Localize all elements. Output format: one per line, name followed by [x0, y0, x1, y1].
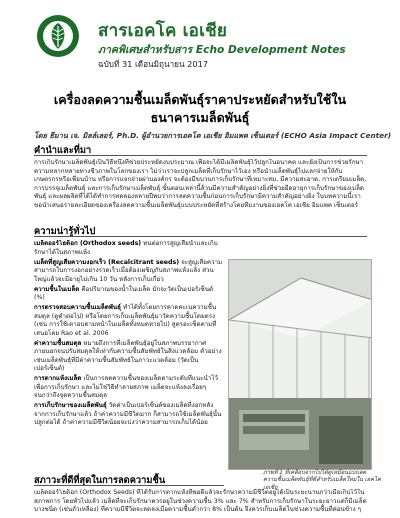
definition-text: วัดค่าเป็นเปอร์เซ็นต์ของเมล็ดที่งอกหลังจากการเก็บรักษาแล้ว ถ้าค่าความมีชีวิตมาก ก็สามารถใช้เมล็ดพันธุ์นั้นปลูกต่อได้ ถ้าค่าความมีชีวิตน้อยจะบ่งว่าความสามารถเก็บได้น้อย	[34, 402, 222, 426]
definition-term: ความชื้นในเมล็ด	[34, 285, 80, 293]
definition-term: การเก็บรักษาของเมล็ดพันธุ์	[34, 402, 107, 409]
storage-heading: สภาวะที่ดีที่สุดในการลดความชื้น	[34, 475, 166, 486]
storage-divider	[34, 485, 224, 486]
definition-item	[34, 375, 224, 401]
definition-item	[34, 340, 224, 374]
newsletter-header	[0, 0, 400, 78]
definition-term: เมล็ดออร์โธด็อก (Orthodox seeds)	[34, 240, 142, 247]
intro-paragraph: การเก็บรักษาเมล็ดพันธุ์เป็นวิธีหนึ่งที่ช่วยประหยัดงบประมาณ เพื่อจะได้มีเมล็ดพันธุ์ไว้ปลูกในอนาคต และยังเป็นการช่วยรักษาความหลากหลายทางชีวภาพในโลกของเรา ไม่ว่าเราจะปลูกเมล็ดที่เก็บรักษาไว้เอง หรือนำเมล็ดพันธุ์ไปแลกจ่ายให้กับเกษตรกรหรือเพื่อนบ้าน หรือการแจกจ่ายผ่านองค์กร จะต้องมีขบวนการเก็บรักษาที่เหมาะสม, มีความสะอาด, การเตรียมเมล็ด, การบรรจุเมล็ดพันธุ์ และการเก็บรักษาเมล็ดพันธุ์ ขั้นตอนเหล่านี้ล้วนมีความสำคัญอย่างยิ่งที่ช่วยยืดอายุการเก็บรักษาของเมล็ดพันธุ์ และผลผลิตที่ได้ได้ทำการทดลองหลายปีพบว่าการลดความชื้นก่อนการเก็บรักษามีความสำคัญอย่างยิ่ง ในบทความนี้เราขอนำเสนอรายละเอียดของเครื่องลดความชื้นเมล็ดพันธุ์แบบประหยัดที่สร้างโดยทีมงานของเอคโค เอเชีย อิมแพค เซ็นเตอร์	[34, 159, 367, 209]
definition-item	[34, 402, 224, 428]
definition-text: ทนต่อการสูญเสียน้ำและเก็บรักษาได้ในสภาพแห้ง	[34, 240, 218, 256]
definitions-heading: ความน่ารู้ทั่วไป	[34, 226, 96, 237]
intro-divider	[34, 155, 367, 156]
definition-term: เมล็ดที่สูญเสียความงอกเร็ว (Recalcitrant seeds)	[34, 258, 180, 266]
definition-text: หมายถึงการที่เมล็ดพันธุ์อยู่ในสภาพบรรยากาศภายนอกจนปรับสมดุลให้เท่ากับความชื้นสัมพัทธ์ในสิ่งแวดล้อม ตัวอย่างเช่นเมล็ดพันธุ์ที่มีค่าความชื้นสัมพัทธ์ในภาวะแวดล้อม (วัดเป็นเปอร์เซ็นต์)	[34, 339, 222, 372]
definitions-list	[34, 240, 224, 444]
article-title-line-1: เครื่องลดความชื้นเมล็ดพันธุ์ราคาประหยัดสำหรับใช้ใน	[53, 92, 347, 107]
article-title	[30, 91, 370, 127]
definition-item	[34, 286, 224, 303]
article-title-line-2: ธนาคารเมล็ดพันธุ์	[150, 110, 250, 125]
intro-heading: คำนำและที่มา	[34, 145, 92, 156]
definition-text: เป็นการลดความชื้นของเมล็ดตามระดับที่แนะนำไว้ เพื่อการเก็บรักษา และไม่ใช่วิธีทำลายสภาพ เมล็ดจะแห้งลงเรื่อยๆจนกว่าถึงจุดความชื้นสมดุล	[34, 375, 218, 399]
newsletter-brand: สารเอคโค เอเชีย	[98, 21, 227, 41]
issue-date: ฉบับที่ 31 เดือนมิถุนายน 2017	[98, 59, 209, 69]
echo-logo-icon	[36, 14, 80, 58]
greenhouse-illustration	[229, 260, 372, 470]
definition-term: ค่าความชื้นสมดุล	[34, 339, 82, 347]
definition-text: จะสูญเสียความสามารถในการงอกอย่างรวดเร็วเมื่อต้องเผชิญกับสภาพแห้งแล้ง ส่วนใหญ่แล้วจะมีอายุไม่เกิน 10 วัน หลังการเก็บเกี่ยว	[34, 258, 223, 283]
definition-term: การตากแห้งเมล็ด	[34, 375, 82, 382]
definition-text: คือปริมาณของน้ำในเมล็ด มักจะวัดเป็นเปอร์เซ็นต์ (%)	[34, 285, 214, 301]
definition-item	[34, 259, 224, 285]
definition-item	[34, 304, 224, 338]
definitions-divider	[34, 236, 367, 237]
definition-text: ทำได้ทั้งโดยการคาดคะเนความชื้นสมดุล (ดูคำต่อไป) หรือโดยการเก็บเมล็ดพันธุ์มาวัดความชื้นโดยตรง (เช่น การใช้เตาอบตามหน้าในเมล็ดทั้งหมดหายไป) สูตรอะเซ็ตตามที่เสนอโดย Rao et al. 2006	[34, 304, 217, 337]
definition-item	[34, 240, 224, 257]
definition-term: การตรวจสอบความชื้นเมล็ดพันธุ์	[34, 304, 121, 311]
greenhouse-dryer-photo	[228, 259, 372, 470]
newsletter-subtitle: ภาคพิเศษสำหรับสาร Echo Development Notes	[98, 44, 346, 56]
article-authors: โดย ธีมาน เจ. มิลล์เลอร์, Ph.D. ผู้อำนวยการเอคโค เอเชีย อิมแพค เซ็นเตอร์ (ECHO Asia Impact Center)	[34, 131, 392, 140]
storage-paragraph: เมล็ดออร์โธด็อก (Orthodox Seeds) ที่ได้รับการตากแห้งที่พอดีแล้วจะรักษาความมีชีวิตอยู่ได้เป็นระยะนานกว่าเมื่อเก็บไว้ในสภาพการ โดยทั่วไปแล้ว เมล็ดที่จะเก็บรักษาควรอยู่ในช่วงความชื้น 3% และ 7% สำหรับการเก็บรักษาในระยะยาวแต่ก็มีเมล็ดบางชนิด (เช่นถั่วเหลือง) ที่ความมีชีวิตจะลดลงเมื่อความชื้นต่ำกว่า 8% เป็นต้น จึงควรเก็บเมล็ดในช่วงความชื้นที่ค่อนข้าง ๆ	[34, 489, 367, 513]
figure-caption: ภาพที่ 1 ที่เคลือบจากไปได้ดูเหมือนแบบลดความชื้นเมล็ดพันธุ์ที่ดีสำหรับเมล็ดใหม่ใน เอคโค เอเชีย	[263, 470, 381, 491]
